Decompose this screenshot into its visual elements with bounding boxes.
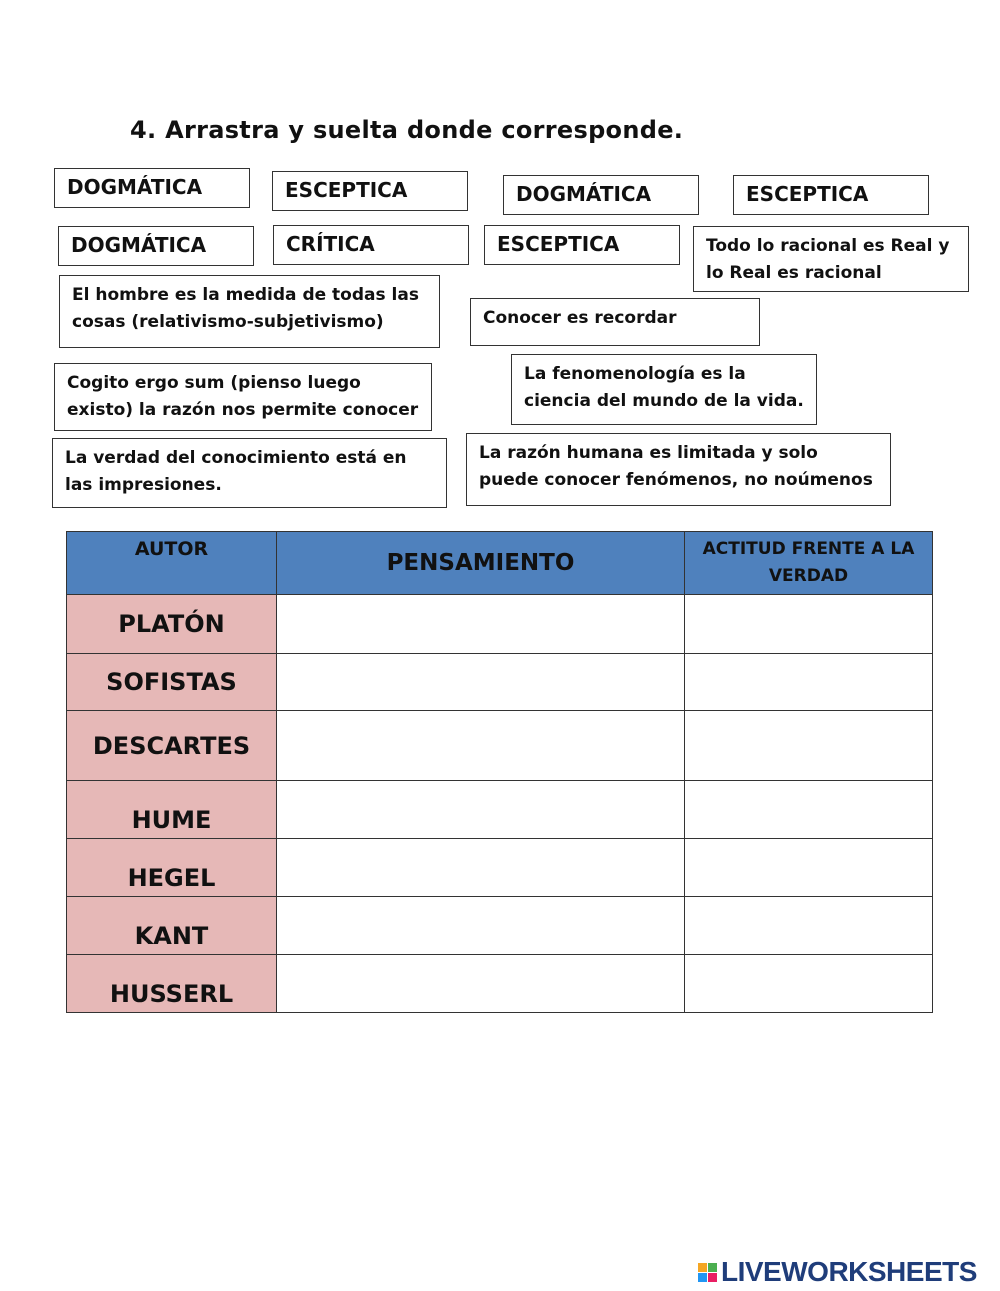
author-husserl: HUSSERL <box>67 955 277 1013</box>
author-hume: HUME <box>67 781 277 839</box>
drop-zone-pensamiento[interactable] <box>277 654 685 711</box>
drop-zone-pensamiento[interactable] <box>277 711 685 781</box>
table-row <box>67 897 933 955</box>
logo-square-icon <box>708 1273 717 1282</box>
drag-chip-esceptica[interactable]: ESCEPTICA <box>733 175 929 215</box>
author-descartes: DESCARTES <box>67 711 277 781</box>
drag-chip-dogmatica[interactable]: DOGMÁTICA <box>503 175 699 215</box>
logo-square-icon <box>698 1263 707 1272</box>
drag-chip-esceptica[interactable]: ESCEPTICA <box>272 171 468 211</box>
table-row <box>67 955 933 1013</box>
drop-zone-actitud[interactable] <box>685 781 933 839</box>
drag-card-sofistas-quote[interactable]: El hombre es la medida de todas las cosas (relativismo-subjetivismo) <box>59 275 440 348</box>
drop-zone-actitud[interactable] <box>685 654 933 711</box>
drop-zone-pensamiento[interactable] <box>277 955 685 1013</box>
drop-zone-actitud[interactable] <box>685 595 933 654</box>
logo-square-icon <box>708 1263 717 1272</box>
table-row <box>67 595 933 654</box>
table-row <box>67 711 933 781</box>
answer-table <box>66 531 933 1013</box>
drag-card-kant-quote[interactable]: La razón humana es limitada y solo puede conocer fenómenos, no noúmenos <box>466 433 891 506</box>
drag-chip-esceptica[interactable]: ESCEPTICA <box>484 225 680 265</box>
drag-chip-dogmatica[interactable]: DOGMÁTICA <box>58 226 254 266</box>
drop-zone-pensamiento[interactable] <box>277 595 685 654</box>
drag-card-platon-quote[interactable]: Conocer es recordar <box>470 298 760 346</box>
drag-card-hegel-quote[interactable]: Todo lo racional es Real y lo Real es racional <box>693 226 969 292</box>
drop-zone-pensamiento[interactable] <box>277 897 685 955</box>
drop-zone-actitud[interactable] <box>685 711 933 781</box>
drag-card-hume-quote[interactable]: La verdad del conocimiento está en las impresiones. <box>52 438 447 508</box>
author-platon: PLATÓN <box>67 595 277 654</box>
logo-square-icon <box>698 1273 707 1282</box>
author-sofistas: SOFISTAS <box>67 654 277 711</box>
table-row <box>67 781 933 839</box>
header-pensamiento: PENSAMIENTO <box>277 532 685 595</box>
drop-zone-pensamiento[interactable] <box>277 781 685 839</box>
drag-chip-critica[interactable]: CRÍTICA <box>273 225 469 265</box>
author-kant: KANT <box>67 897 277 955</box>
drop-zone-pensamiento[interactable] <box>277 839 685 897</box>
header-autor: AUTOR <box>67 532 277 595</box>
drop-zone-actitud[interactable] <box>685 955 933 1013</box>
author-hegel: HEGEL <box>67 839 277 897</box>
drag-card-descartes-quote[interactable]: Cogito ergo sum (pienso luego existo) la razón nos permite conocer <box>54 363 432 431</box>
drag-card-husserl-quote[interactable]: La fenomenología es la ciencia del mundo de la vida. <box>511 354 817 425</box>
drag-chip-dogmatica[interactable]: DOGMÁTICA <box>54 168 250 208</box>
liveworksheets-logo-icon <box>698 1263 717 1282</box>
table-header-row <box>67 532 933 595</box>
exercise-title: 4. Arrastra y suelta donde corresponde. <box>130 116 684 144</box>
header-actitud: ACTITUD FRENTE A LA VERDAD <box>685 532 933 595</box>
drop-zone-actitud[interactable] <box>685 897 933 955</box>
liveworksheets-logo[interactable] <box>698 1256 977 1288</box>
table-row <box>67 839 933 897</box>
logo-text: LIVEWORKSHEETS <box>721 1256 977 1287</box>
drop-zone-actitud[interactable] <box>685 839 933 897</box>
table-row <box>67 654 933 711</box>
